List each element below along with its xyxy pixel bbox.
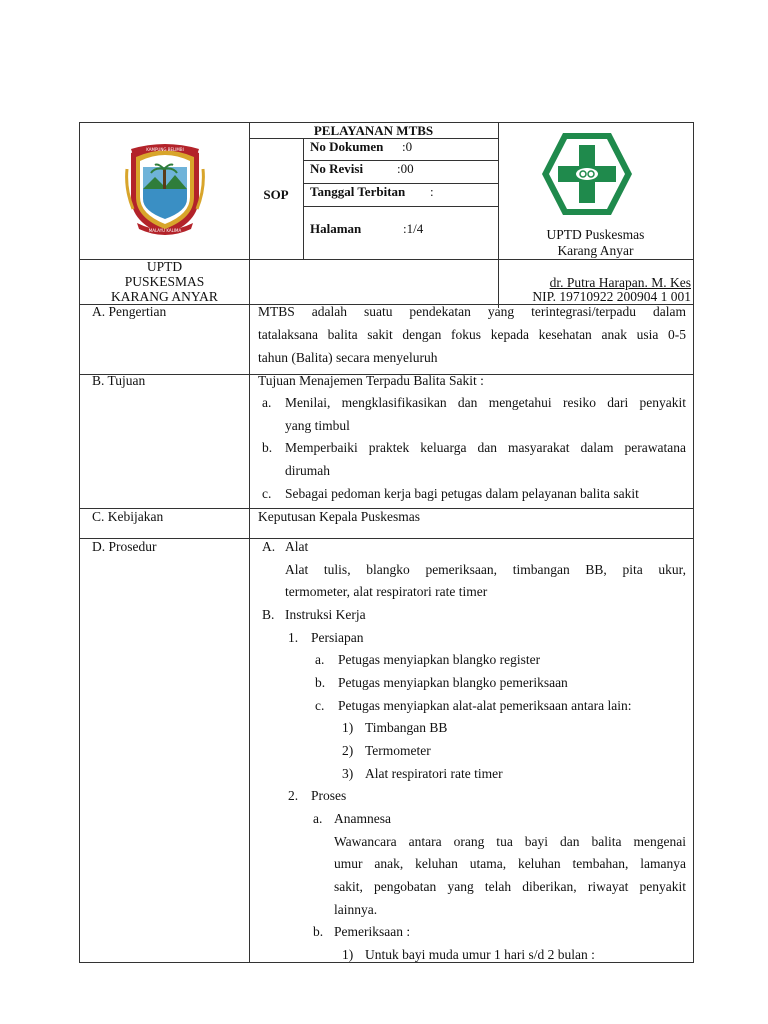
puskesmas-logo: [540, 131, 634, 217]
anamnesa-line: Wawancara antara orang tua bayi dan balita mengenai: [334, 834, 686, 849]
pengertian-line: tahun (Balita) secara menyeluruh: [258, 350, 438, 365]
alat-title: Alat: [285, 539, 309, 554]
halaman-label: Halaman: [310, 221, 362, 236]
signer-name: dr. Putra Harapan. M. Kes: [549, 275, 691, 290]
document-title: PELAYANAN MTBS: [313, 123, 434, 138]
pengertian-line: tatalaksana balita sakit dengan fokus kepada kesehatan anak usia 0-5: [258, 327, 686, 342]
alat-list-text: Alat respiratori rate timer: [365, 766, 503, 781]
proses-marker: 2.: [288, 788, 299, 803]
alat-marker: A.: [262, 539, 276, 554]
anamnesa-title: Anamnesa: [334, 811, 391, 826]
tujuan-item-line: dirumah: [285, 463, 330, 478]
halaman-value: :1/4: [403, 221, 424, 236]
pemeriksaan-sub-marker: 1): [342, 947, 354, 962]
alat-line: termometer, alat respiratori rate timer: [285, 584, 488, 599]
proses-title: Proses: [311, 788, 347, 803]
signer-nip: NIP. 19710922 200904 1 001: [532, 289, 691, 304]
anamnesa-line: sakit, pengobatan yang telah diberikan, riwayat penyakit: [334, 879, 686, 894]
anamnesa-marker: a.: [313, 811, 323, 826]
tujuan-item-marker: b.: [262, 440, 273, 455]
persiapan-item-marker: b.: [315, 675, 326, 690]
tujuan-item-line: Sebagai pedoman kerja bagi petugas dalam pelayanan balita sakit: [285, 486, 639, 501]
org-line3: KARANG ANYAR: [111, 289, 218, 304]
sop-label: SOP: [263, 187, 289, 202]
clinic-name-line2: Karang Anyar: [557, 243, 634, 258]
persiapan-title: Persiapan: [311, 630, 364, 645]
section-label-tujuan: B. Tujuan: [92, 373, 146, 388]
no-dokumen-label: No Dokumen: [310, 139, 384, 154]
anamnesa-line: lainnya.: [334, 902, 378, 917]
tujuan-intro: Tujuan Menajemen Terpadu Balita Sakit :: [258, 373, 484, 388]
pengertian-line: MTBS adalah suatu pendekatan yang terintegrasi/terpadu dalam: [258, 304, 686, 319]
persiapan-item-marker: c.: [315, 698, 325, 713]
persiapan-marker: 1.: [288, 630, 299, 645]
alat-list-marker: 1): [342, 720, 354, 735]
tanggal-terbitan-value: :: [430, 184, 434, 199]
tanggal-terbitan-label: Tanggal Terbitan: [310, 184, 406, 199]
tujuan-item-line: yang timbul: [285, 418, 350, 433]
alat-line: Alat tulis, blangko pemeriksaan, timbangan BB, pita ukur,: [285, 562, 686, 577]
section-label-prosedur: D. Prosedur: [92, 539, 157, 554]
tujuan-item-marker: a.: [262, 395, 272, 410]
instruksi-marker: B.: [262, 607, 275, 622]
pemeriksaan-title: Pemeriksaan :: [334, 924, 411, 939]
alat-list-marker: 2): [342, 743, 354, 758]
instruksi-title: Instruksi Kerja: [285, 607, 366, 622]
sop-document: [79, 122, 694, 963]
alat-list-text: Timbangan BB: [365, 720, 448, 735]
no-revisi-label: No Revisi: [310, 161, 364, 176]
kebijakan-text: Keputusan Kepala Puskesmas: [258, 509, 420, 524]
tujuan-item-line: Menilai, mengklasifikasikan dan mengetahui resiko dari penyakit: [285, 395, 686, 410]
persiapan-item-text: Petugas menyiapkan alat-alat pemeriksaan antara lain:: [338, 698, 632, 713]
clinic-name-line1: UPTD Puskesmas: [546, 227, 645, 242]
divider: [303, 138, 304, 259]
anamnesa-line: umur anak, keluhan utama, keluhan tembahan, lamanya: [334, 856, 686, 871]
regional-emblem-logo: [125, 139, 205, 237]
section-label-pengertian: A. Pengertian: [92, 304, 167, 319]
alat-list-marker: 3): [342, 766, 354, 781]
org-line1: UPTD: [146, 259, 183, 274]
divider: [80, 538, 693, 539]
pemeriksaan-marker: b.: [313, 924, 324, 939]
org-line2: PUSKESMAS: [124, 274, 205, 289]
logo-ribbon-top: KAMPUNG BELIMBI: [146, 147, 184, 152]
tujuan-item-line: Memperbaiki praktek keluarga dan masyarakat dalam perawatana: [285, 440, 686, 455]
no-revisi-value: :00: [397, 161, 414, 176]
no-dokumen-value: :0: [402, 139, 413, 154]
persiapan-item-marker: a.: [315, 652, 325, 667]
divider: [303, 206, 498, 207]
alat-list-text: Termometer: [365, 743, 431, 758]
tujuan-item-marker: c.: [262, 486, 272, 501]
persiapan-item-text: Petugas menyiapkan blangko register: [338, 652, 541, 667]
persiapan-item-text: Petugas menyiapkan blangko pemeriksaan: [338, 675, 568, 690]
divider: [249, 123, 250, 308]
pemeriksaan-sub-text: Untuk bayi muda umur 1 hari s/d 2 bulan :: [365, 947, 595, 962]
logo-ribbon-bottom: MALAYU KALIMA: [148, 228, 182, 233]
divider: [249, 304, 250, 962]
section-label-kebijakan: C. Kebijakan: [92, 509, 164, 524]
